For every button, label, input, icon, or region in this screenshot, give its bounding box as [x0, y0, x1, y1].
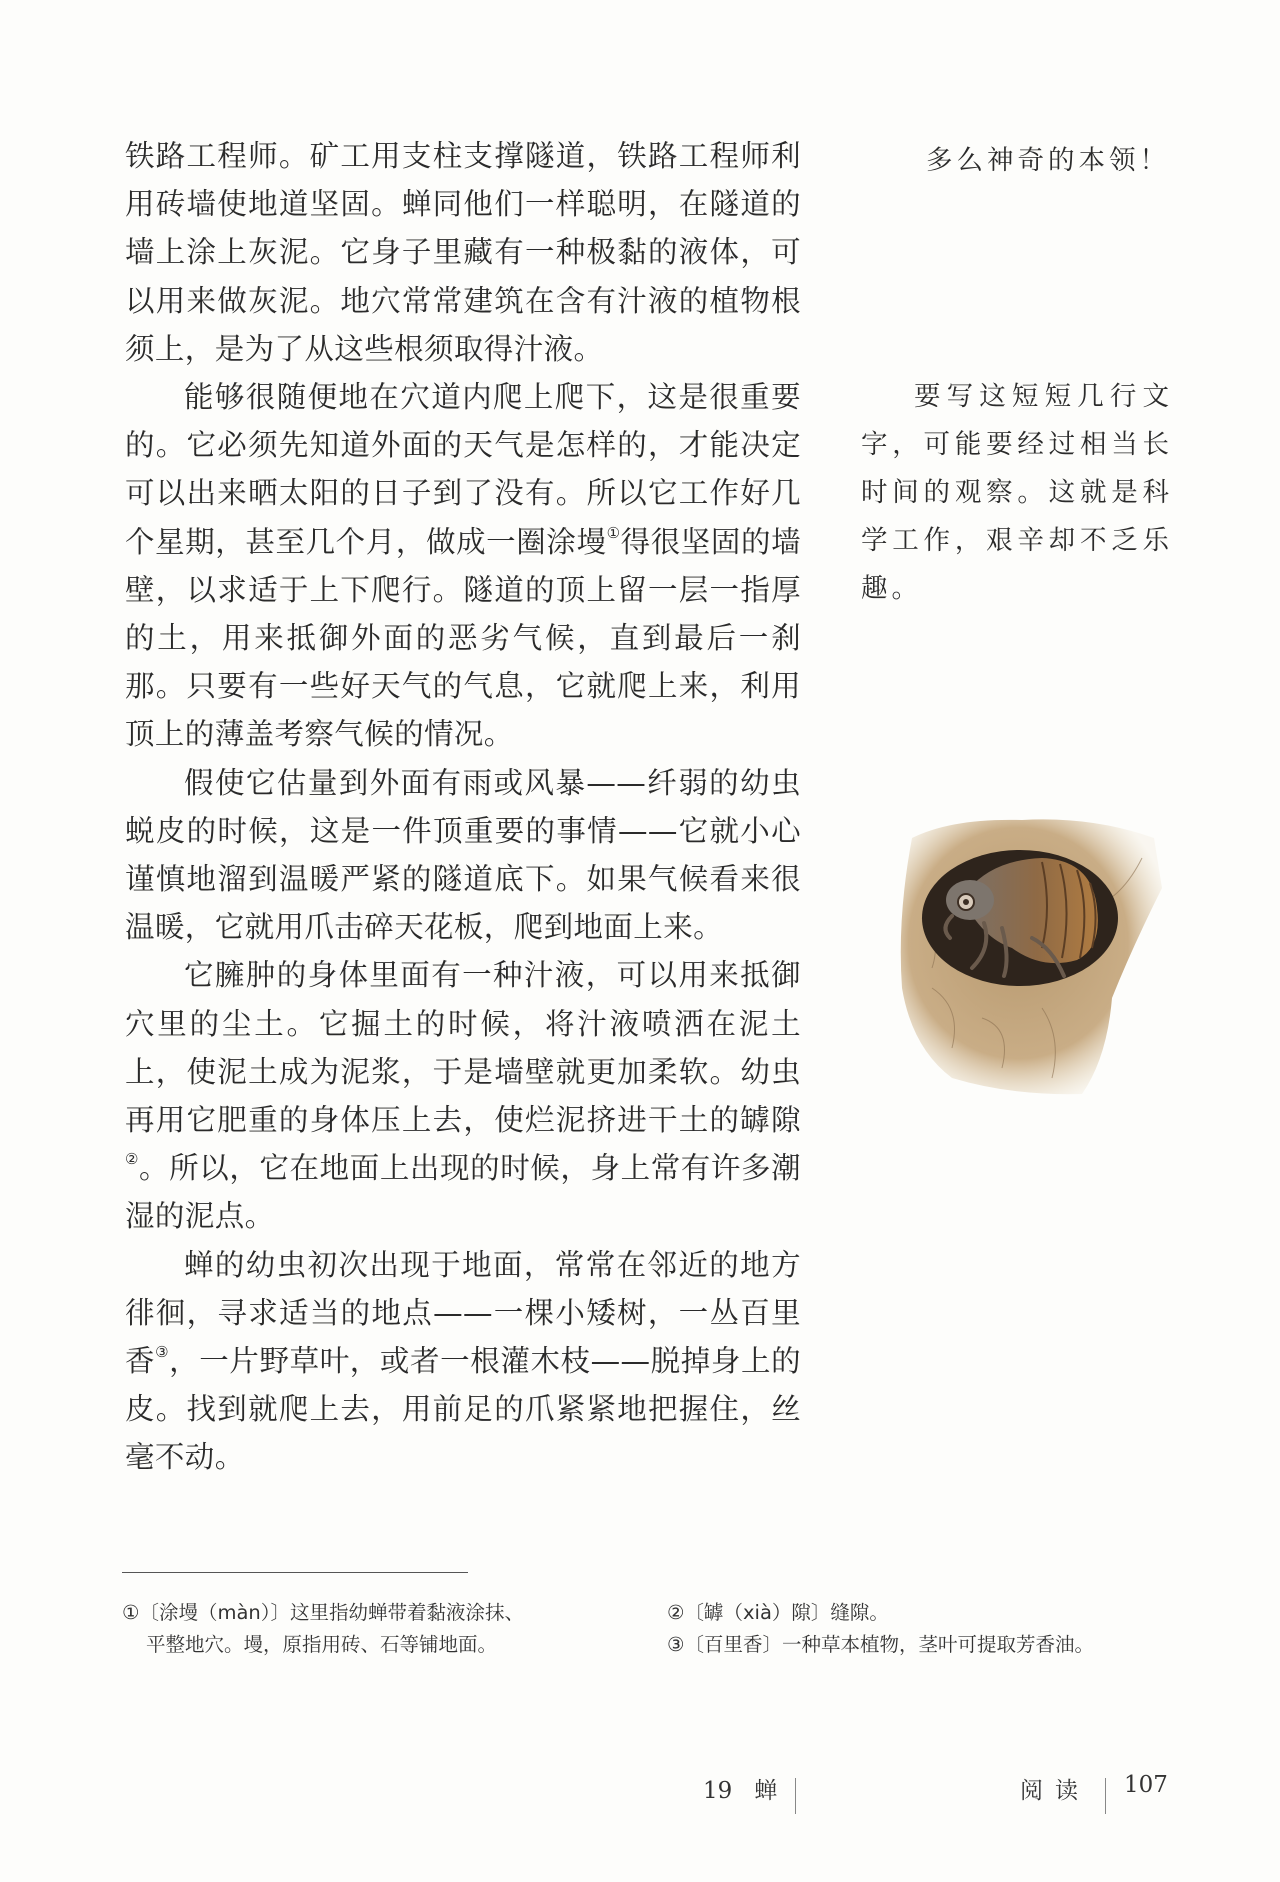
footnote-ref-3[interactable]: ③	[155, 1343, 170, 1362]
footnote-ref-2[interactable]: ②	[125, 1150, 140, 1169]
paragraph-4-text-b: 。所以，它在地面上出现的时候，身上常有许多潮湿的泥点。	[125, 1151, 801, 1234]
footnote-ref-1[interactable]: ①	[606, 523, 621, 542]
cicada-larva-illustration	[892, 798, 1168, 1098]
page-number: 107	[1124, 1772, 1168, 1798]
footer-lesson	[703, 1772, 777, 1805]
footnote-3	[667, 1629, 1187, 1661]
paragraph-5-text-b: ，一片野草叶，或者一根灌木枝——脱掉身上的皮。找到就爬上去，用前足的爪紧紧地把握住，丝毫不动。	[125, 1344, 801, 1475]
margin-note-1: 多么神奇的本领！	[926, 145, 1170, 176]
footer-section: 阅读	[1020, 1778, 1090, 1804]
paragraph-2-text-a: 能够很随便地在穴道内爬上爬下，这是很重要的。它必须先知道外面的天气是怎样的，才能决定可以出来晒太阳的日子到了没有。所以它工作好几个星期，甚至几个月，做成一圈涂墁	[125, 380, 801, 559]
lesson-title: 蝉	[754, 1778, 778, 1804]
footnote-1-mark: ①	[122, 1601, 140, 1624]
paragraph-1: 铁路工程师。矿工用支柱支撑隧道，铁路工程师利用砖墙使地道坚固。蝉同他们一样聪明，在隧道的墙上涂上灰泥。它身子里藏有一种极黏的液体，可以用来做灰泥。地穴常常建筑在含有汁液的植物根须上，是为了从这些根须取得汁液。	[125, 139, 801, 366]
footnote-1-line-2: 平整地穴。墁，原指用砖、石等铺地面。	[146, 1633, 498, 1656]
paragraph-5	[125, 1241, 801, 1482]
footnote-2	[667, 1597, 1187, 1629]
paragraph-5-text-a: 蝉的幼虫初次出现于地面，常常在邻近的地方徘徊，寻求适当的地点——一棵小矮树，一丛百里香	[125, 1247, 801, 1379]
footnote-2-mark: ②	[667, 1601, 685, 1624]
cicada-larva-icon	[892, 798, 1168, 1098]
footnote-1-text: 〔涂墁（màn）〕这里指幼蝉带着黏液涂抹、	[139, 1601, 525, 1624]
footnote-3-text: 〔百里香〕一种草本植物，茎叶可提取芳香油。	[684, 1633, 1094, 1656]
footnote-3-mark: ③	[667, 1633, 685, 1656]
paragraph-2	[125, 373, 801, 759]
footnotes-2-3	[667, 1597, 1187, 1661]
footnote-divider	[122, 1572, 468, 1573]
paragraph-4-text-a: 它臃肿的身体里面有一种汁液，可以用来抵御穴里的尘土。它掘土的时候，将汁液喷洒在泥土上，使泥土成为泥浆，于是墙壁就更加柔软。幼虫再用它肥重的身体压上去，使烂泥挤进干土的罅隙	[125, 958, 801, 1138]
footnote-1-line-1	[122, 1597, 642, 1629]
lesson-number: 19	[703, 1778, 733, 1804]
paragraph-4	[125, 951, 801, 1240]
main-text-column	[125, 132, 801, 1482]
paragraph-2-text-b: 得很坚固的墙壁，以求适于上下爬行。隧道的顶上留一层一指厚的土，用来抵御外面的恶劣气候，直到最后一刹那。只要有一些好天气的气息，它就爬上来，利用顶上的薄盖考察气候的情况。	[125, 524, 801, 752]
paragraph-3: 假使它估量到外面有雨或风暴——纤弱的幼虫蜕皮的时候，这是一件顶重要的事情——它就小心谨慎地溜到温暖严紧的隧道底下。如果气候看来很温暖，它就用爪击碎天花板，爬到地面上来。	[125, 765, 801, 945]
margin-note-2: 要写这短短几行文字，可能要经过相当长时间的观察。这就是科学工作，艰辛却不乏乐趣。	[861, 381, 1173, 604]
footnote-2-text: 〔罅（xià）隙〕缝隙。	[684, 1601, 889, 1624]
footnote-1	[122, 1597, 642, 1661]
footer-divider-right	[1105, 1778, 1106, 1814]
footer-divider-left	[795, 1778, 796, 1814]
